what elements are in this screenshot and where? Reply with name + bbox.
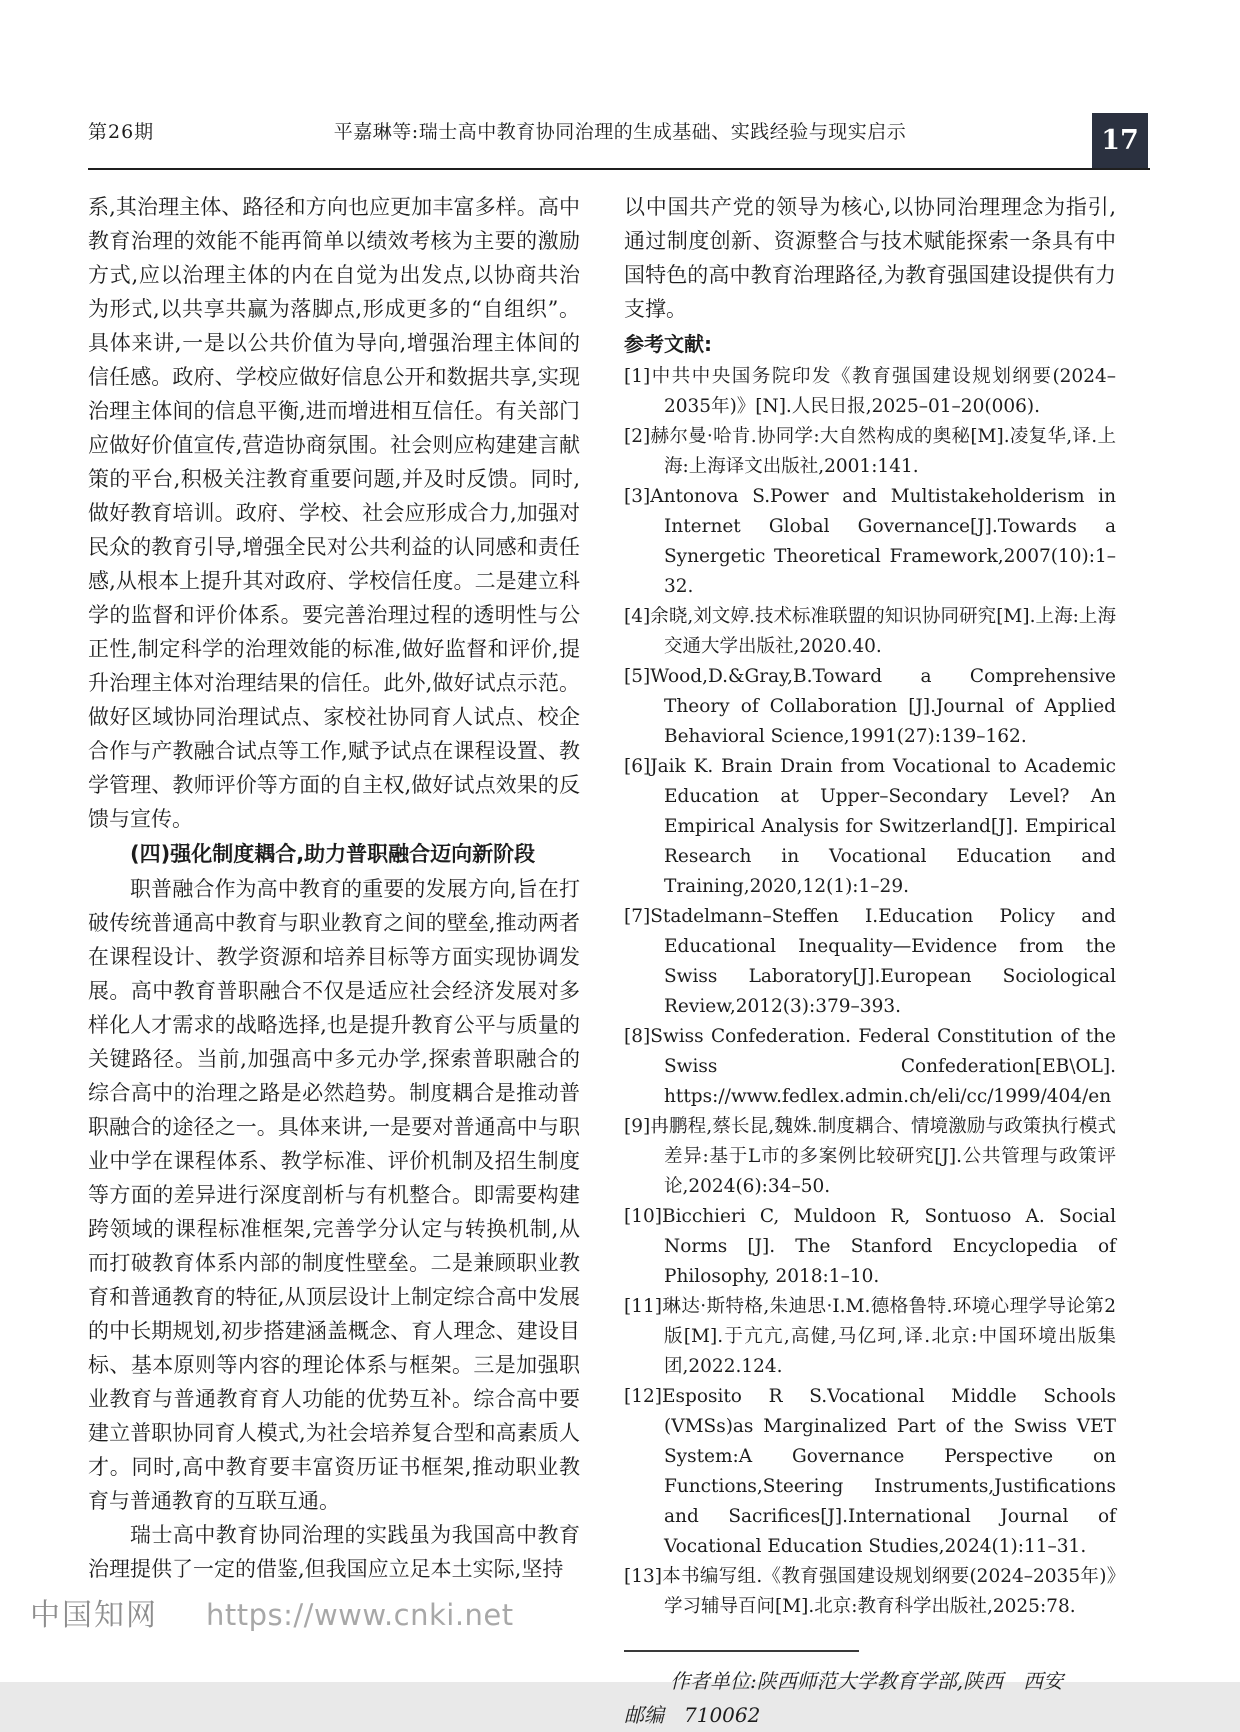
page-number-badge: 17 <box>1092 113 1148 168</box>
issue-label: 第26期 <box>88 121 155 143</box>
footer-brand: 中国知网 <box>30 1598 158 1633</box>
body-paragraph: 职普融合作为高中教育的重要的发展方向,旨在打破传统普通高中教育与职业教育之间的壁垒,推动两者在课程设计、教学资源和培养目标等方面实现协调发展。高中教育普职融合不仅是适应社会经济发展对多样化人才需求的战略选择,也是提升教育公平与质量的关键路径。当前,加强高中多元办学,探索普职融合的综合高中的治理之路是必然趋势。制度耦合是推动普职融合的途径之一。具体来讲,一是要对普通高中与职业中学在课程体系、教学标准、评价机制及招生制度等方面的差异进行深度剖析与有机整合。即需要构建跨领域的课程标准框架,完善学分认定与转换机制,从而打破教育体系内部的制度性壁垒。二是兼顾职业教育和普通教育的特征,从顶层设计上制定综合高中发展的中长期规划,初步搭建涵盖概念、育人理念、建设目标、基本原则等内容的理论体系与框架。三是加强职业教育与普通教育育人功能的优势互补。综合高中要建立普职协同育人模式,为社会培养复合型和高素质人才。同时,高中教育要丰富资历证书框架,推动职业教育与普通教育的互联互通。 <box>88 877 580 1513</box>
references-list <box>624 362 1116 1622</box>
reference-item: [6]Jaik K. Brain Drain from Vocational to Academic Education at Upper–Secondary Level? An Empirical Analysis for Switzerland[J]. Empirical Research in Vocational Education and Training,2020,12(1):1–29. <box>624 756 1116 897</box>
reference-item: [8]Swiss Confederation. Federal Constitution of the Swiss Confederation[EB\OL]. https://www.fedlex.admin.ch/eli/cc/1999/404/en <box>624 1026 1116 1107</box>
reference-item: [7]Stadelmann–Steffen I.Education Policy and Educational Inequality—Evidence from the Swiss Laboratory[J].European Sociological Review,2012(3):379–393. <box>624 906 1116 1017</box>
reference-item: [10]Bicchieri C, Muldoon R, Sontuoso A. Social Norms [J]. The Stanford Encyclopedia of Philosophy, 2018:1–10. <box>624 1206 1116 1287</box>
reference-item: [9]冉鹏程,蔡长昆,魏姝.制度耦合、情境激励与政策执行模式差异:基于L市的多案例比较研究[J].公共管理与政策评论,2024(6):34–50. <box>624 1116 1116 1197</box>
reference-item: [12]Esposito R S.Vocational Middle Schools (VMSs)as Marginalized Part of the Swiss VET System:A Governance Perspective on Functions,Steering Instruments,Justifications and Sacrifices[J].International Journal of Vocational Education Studies,2024(1):11–31. <box>624 1386 1116 1557</box>
reference-item: [11]琳达·斯特格,朱迪思·I.M.德格鲁特.环境心理学导论第2版[M].于亢亢,高健,马亿珂,译.北京:中国环境出版集团,2022.124. <box>624 1296 1116 1377</box>
left-column <box>88 190 580 1586</box>
reference-item: [3]Antonova S.Power and Multistakeholderism in Internet Global Governance[J].Towards a Synergetic Theoretical Framework,2007(10):1–32. <box>624 486 1116 597</box>
body-paragraph: 以中国共产党的领导为核心,以协同治理理念为指引,通过制度创新、资源整合与技术赋能探索一条具有中国特色的高中教育治理路径,为教育强国建设提供有力支撑。 <box>624 195 1116 321</box>
body-paragraph: 系,其治理主体、路径和方向也应更加丰富多样。高中教育治理的效能不能再简单以绩效考核为主要的激励方式,应以治理主体的内在自觉为出发点,以协商共治为形式,以共享共赢为落脚点,形成更多的“自组织”。具体来讲,一是以公共价值为导向,增强治理主体间的信任感。政府、学校应做好信息公开和数据共享,实现治理主体间的信息平衡,进而增进相互信任。有关部门应做好价值宣传,营造协商氛围。社会则应构建建言献策的平台,积极关注教育重要问题,并及时反馈。同时,做好教育培训。政府、学校、社会应形成合力,加强对民众的教育引导,增强全民对公共利益的认同感和责任感,从根本上提升其对政府、学校信任度。二是建立科学的监督和评价体系。要完善治理过程的透明性与公正性,制定科学的治理效能的标准,做好监督和评价,提升治理主体对治理结果的信任。此外,做好试点示范。做好区域协同治理试点、家校社协同育人试点、校企合作与产教融合试点等工作,赋予试点在课程设置、教学管理、教师评价等方面的自主权,做好试点效果的反馈与宣传。 <box>88 195 580 831</box>
references-heading: 参考文献: <box>624 332 712 356</box>
reference-item: [13]本书编写组.《教育强国建设规划纲要(2024–2035年)》学习辅导百问[M].北京:教育科学出版社,2025:78. <box>624 1566 1116 1617</box>
postcode: 邮编 710062 <box>624 1703 761 1727</box>
reference-item: [4]余晓,刘文婷.技术标准联盟的知识协同研究[M].上海:上海交通大学出版社,2020.40. <box>624 606 1116 657</box>
running-title: 平嘉琳等:瑞士高中教育协同治理的生成基础、实践经验与现实启示 <box>333 121 907 143</box>
header-rule <box>88 168 1150 170</box>
reference-item: [5]Wood,D.&Gray,B.Toward a Comprehensive Theory of Collaboration [J].Journal of Applied Behavioral Science,1991(27):139–162. <box>624 666 1116 747</box>
footnote-rule <box>624 1650 859 1652</box>
footer-url: https://www.cnki.net <box>206 1598 514 1632</box>
section-heading: (四)强化制度耦合,助力普职融合迈向新阶段 <box>130 842 536 866</box>
reference-item: [2]赫尔曼·哈肯.协同学:大自然构成的奥秘[M].凌复华,译.上海:上海译文出版社,2001:141. <box>624 426 1116 477</box>
cnki-watermark <box>30 1590 514 1634</box>
right-column <box>624 190 1116 1732</box>
reference-item: [1]中共中央国务院印发《教育强国建设规划纲要(2024–2035年)》[N].人民日报,2025–01–20(006). <box>624 366 1116 417</box>
author-affiliation: 作者单位:陕西师范大学教育学部,陕西 西安 <box>670 1669 1064 1693</box>
author-affiliation-block <box>624 1664 1116 1732</box>
body-paragraph: 瑞士高中教育协同治理的实践虽为我国高中教育治理提供了一定的借鉴,但我国应立足本土实际,坚持 <box>88 1523 580 1581</box>
